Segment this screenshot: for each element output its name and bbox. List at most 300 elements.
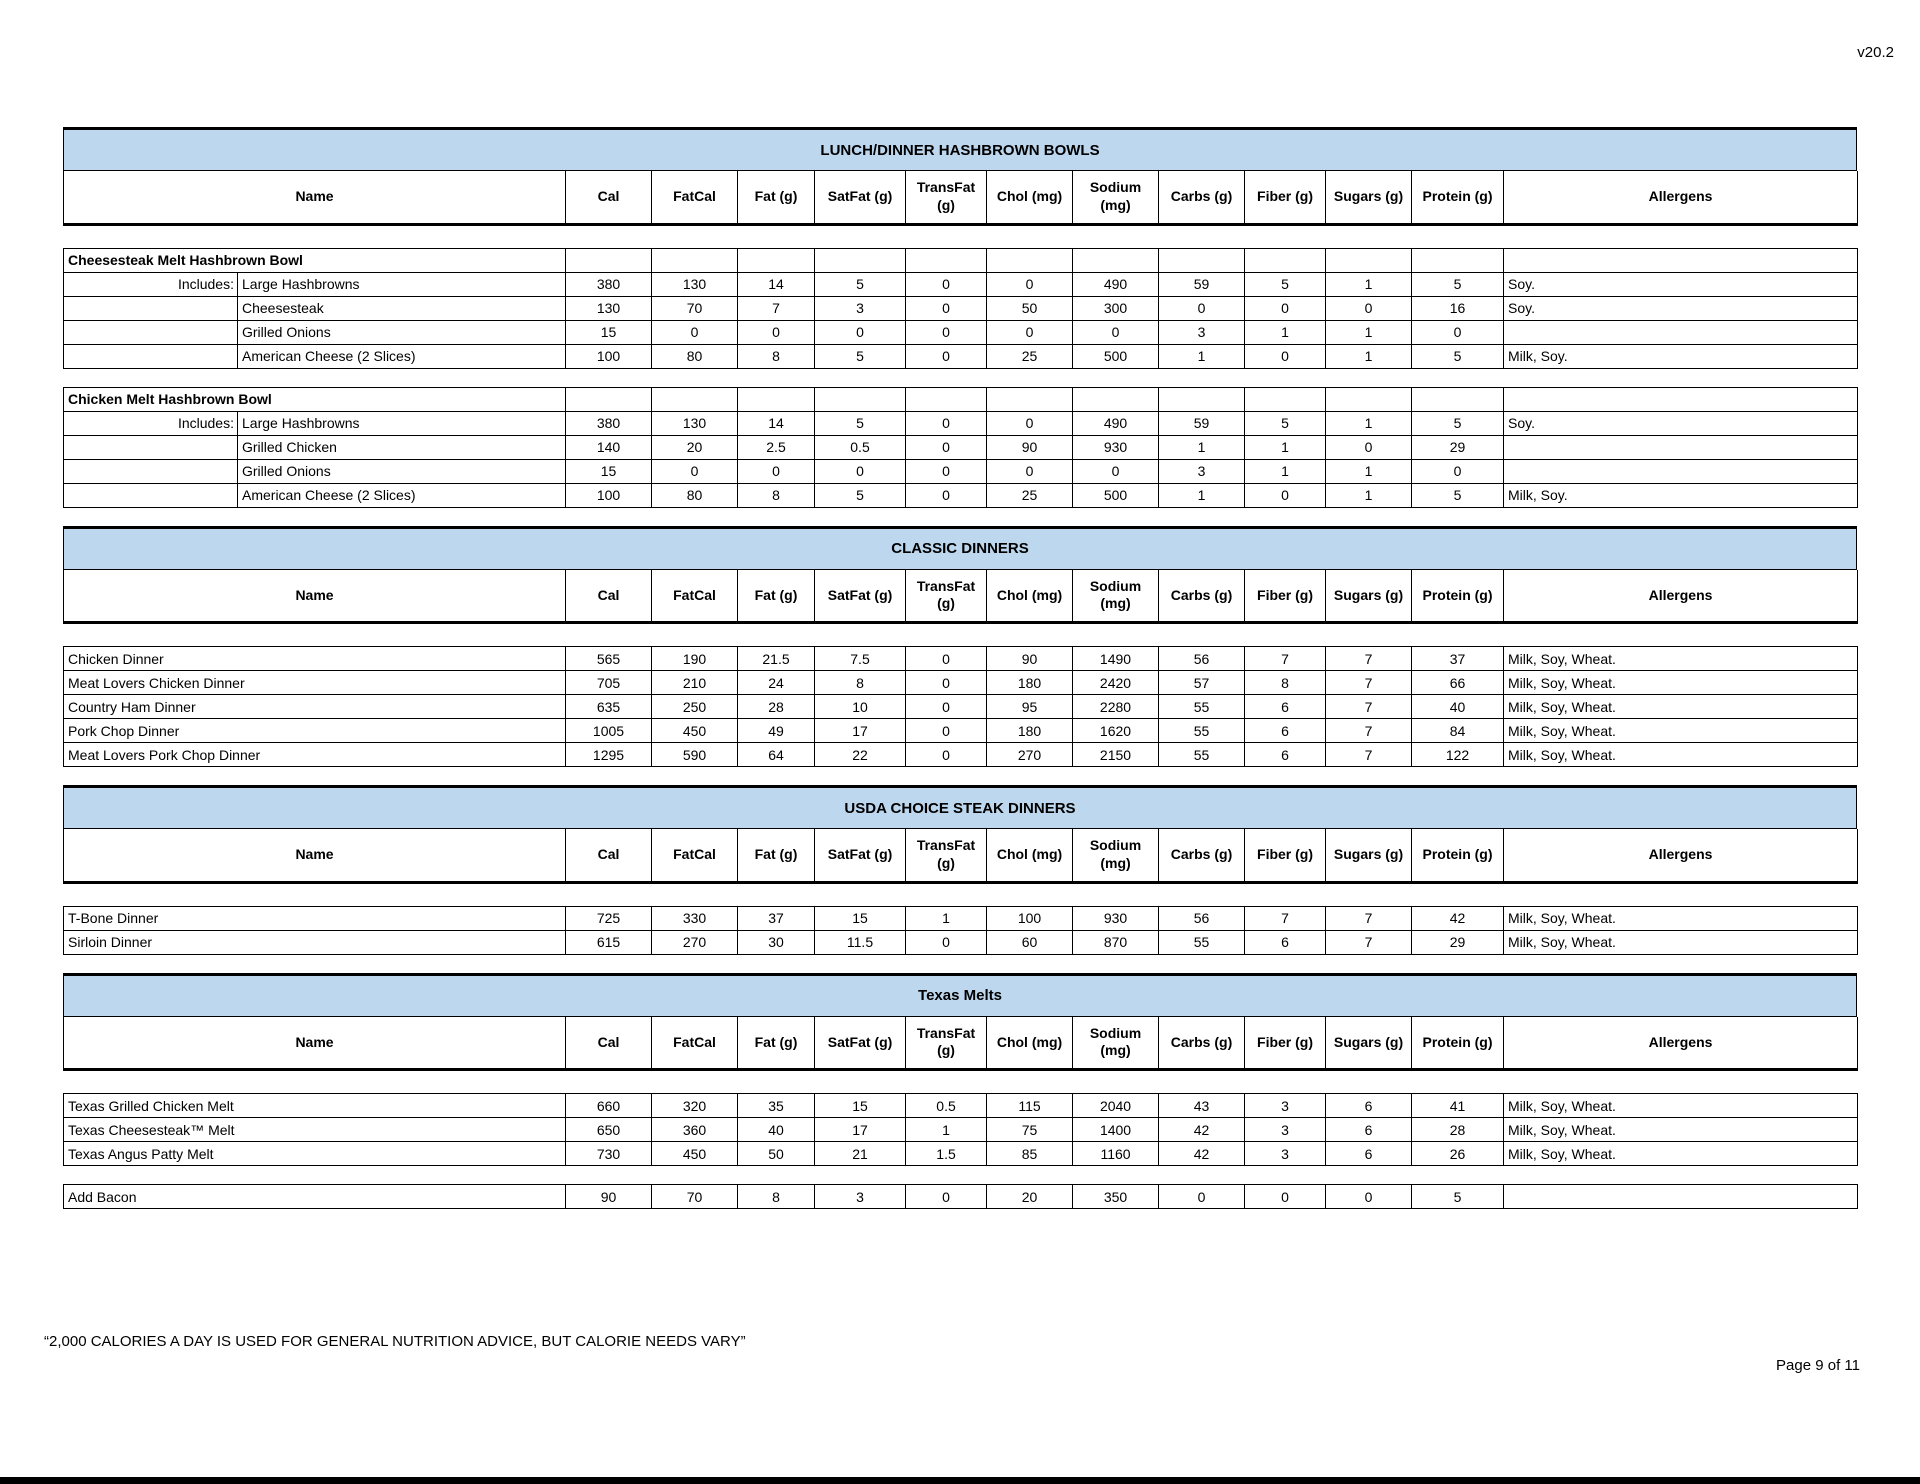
value-cell: 930 bbox=[1073, 435, 1159, 459]
value-cell: 42 bbox=[1159, 1142, 1245, 1166]
value-cell: 1160 bbox=[1073, 1142, 1159, 1166]
value-cell: 1 bbox=[1326, 483, 1412, 507]
value-cell: 41 bbox=[1412, 1094, 1504, 1118]
empty-cell bbox=[1412, 387, 1504, 411]
value-cell: 6 bbox=[1245, 719, 1326, 743]
table-row bbox=[64, 719, 1858, 743]
nutrition-data-table bbox=[63, 248, 1858, 369]
allergens-cell bbox=[1504, 1185, 1858, 1209]
value-cell: 59 bbox=[1159, 272, 1245, 296]
column-header: Fat (g) bbox=[738, 829, 815, 882]
value-cell: 70 bbox=[652, 1185, 738, 1209]
allergens-cell: Soy. bbox=[1504, 411, 1858, 435]
column-header: Sodium (mg) bbox=[1073, 171, 1159, 224]
allergens-cell: Milk, Soy, Wheat. bbox=[1504, 906, 1858, 930]
column-header: SatFat (g) bbox=[815, 570, 906, 623]
value-cell: 75 bbox=[987, 1118, 1073, 1142]
empty-cell bbox=[1326, 248, 1412, 272]
value-cell: 7 bbox=[1326, 906, 1412, 930]
column-header: Carbs (g) bbox=[1159, 1017, 1245, 1070]
empty-cell bbox=[738, 248, 815, 272]
value-cell: 21.5 bbox=[738, 647, 815, 671]
allergens-cell: Milk, Soy, Wheat. bbox=[1504, 671, 1858, 695]
value-cell: 49 bbox=[738, 719, 815, 743]
table-row bbox=[64, 1118, 1858, 1142]
empty-cell bbox=[1326, 387, 1412, 411]
empty-cell bbox=[1245, 387, 1326, 411]
value-cell: 210 bbox=[652, 671, 738, 695]
value-cell: 11.5 bbox=[815, 930, 906, 954]
value-cell: 0 bbox=[906, 483, 987, 507]
value-cell: 25 bbox=[987, 344, 1073, 368]
value-cell: 43 bbox=[1159, 1094, 1245, 1118]
item-name-cell: Texas Cheesesteak™ Melt bbox=[64, 1118, 566, 1142]
empty-cell bbox=[566, 387, 652, 411]
value-cell: 16 bbox=[1412, 296, 1504, 320]
value-cell: 380 bbox=[566, 272, 652, 296]
value-cell: 330 bbox=[652, 906, 738, 930]
value-cell: 100 bbox=[566, 483, 652, 507]
allergens-cell: Milk, Soy. bbox=[1504, 483, 1858, 507]
value-cell: 35 bbox=[738, 1094, 815, 1118]
column-header: TransFat (g) bbox=[906, 1017, 987, 1070]
value-cell: 8 bbox=[738, 344, 815, 368]
item-name-cell: Grilled Onions bbox=[238, 320, 566, 344]
value-cell: 1 bbox=[906, 906, 987, 930]
value-cell: 930 bbox=[1073, 906, 1159, 930]
item-name-cell: Chicken Dinner bbox=[64, 647, 566, 671]
value-cell: 0 bbox=[906, 695, 987, 719]
allergens-cell bbox=[1504, 435, 1858, 459]
column-header: Fat (g) bbox=[738, 1017, 815, 1070]
value-cell: 0 bbox=[652, 320, 738, 344]
value-cell: 8 bbox=[738, 1185, 815, 1209]
value-cell: 0 bbox=[906, 930, 987, 954]
column-header: Protein (g) bbox=[1412, 829, 1504, 882]
column-header-table bbox=[63, 829, 1858, 884]
value-cell: 1295 bbox=[566, 743, 652, 767]
column-header-row bbox=[64, 829, 1858, 882]
column-header-table bbox=[63, 1017, 1858, 1072]
allergens-cell: Milk, Soy, Wheat. bbox=[1504, 1118, 1858, 1142]
value-cell: 1 bbox=[1245, 459, 1326, 483]
value-cell: 1 bbox=[1159, 483, 1245, 507]
value-cell: 1 bbox=[1326, 344, 1412, 368]
value-cell: 0 bbox=[906, 411, 987, 435]
value-cell: 140 bbox=[566, 435, 652, 459]
value-cell: 7 bbox=[1326, 743, 1412, 767]
column-header: Chol (mg) bbox=[987, 829, 1073, 882]
value-cell: 90 bbox=[987, 435, 1073, 459]
value-cell: 80 bbox=[652, 483, 738, 507]
value-cell: 115 bbox=[987, 1094, 1073, 1118]
value-cell: 6 bbox=[1326, 1142, 1412, 1166]
value-cell: 0 bbox=[1326, 435, 1412, 459]
column-header: Carbs (g) bbox=[1159, 570, 1245, 623]
value-cell: 5 bbox=[815, 344, 906, 368]
group-header-row bbox=[64, 248, 1858, 272]
section-title-band bbox=[63, 785, 1857, 829]
value-cell: 0 bbox=[906, 719, 987, 743]
includes-label-cell bbox=[64, 344, 238, 368]
value-cell: 0 bbox=[1073, 320, 1159, 344]
allergens-cell bbox=[1504, 320, 1858, 344]
value-cell: 1 bbox=[1245, 320, 1326, 344]
value-cell: 28 bbox=[738, 695, 815, 719]
value-cell: 90 bbox=[566, 1185, 652, 1209]
value-cell: 5 bbox=[1245, 411, 1326, 435]
item-name-cell: Large Hashbrowns bbox=[238, 411, 566, 435]
empty-cell bbox=[815, 248, 906, 272]
value-cell: 3 bbox=[1245, 1142, 1326, 1166]
value-cell: 250 bbox=[652, 695, 738, 719]
value-cell: 3 bbox=[815, 1185, 906, 1209]
value-cell: 0 bbox=[906, 344, 987, 368]
column-header: Name bbox=[64, 1017, 566, 1070]
value-cell: 95 bbox=[987, 695, 1073, 719]
column-header: Fat (g) bbox=[738, 570, 815, 623]
allergens-cell: Milk, Soy. bbox=[1504, 344, 1858, 368]
column-header: Sugars (g) bbox=[1326, 1017, 1412, 1070]
version-label: v20.2 bbox=[1857, 44, 1894, 61]
value-cell: 40 bbox=[1412, 695, 1504, 719]
allergens-cell: Milk, Soy, Wheat. bbox=[1504, 647, 1858, 671]
nutrition-data-table bbox=[63, 646, 1858, 767]
value-cell: 1.5 bbox=[906, 1142, 987, 1166]
value-cell: 30 bbox=[738, 930, 815, 954]
column-header: Sodium (mg) bbox=[1073, 1017, 1159, 1070]
table-row bbox=[64, 1185, 1858, 1209]
empty-cell bbox=[987, 387, 1073, 411]
empty-cell bbox=[1504, 387, 1858, 411]
value-cell: 6 bbox=[1326, 1094, 1412, 1118]
includes-label-cell bbox=[64, 459, 238, 483]
value-cell: 635 bbox=[566, 695, 652, 719]
value-cell: 130 bbox=[566, 296, 652, 320]
includes-label-cell bbox=[64, 483, 238, 507]
value-cell: 10 bbox=[815, 695, 906, 719]
value-cell: 17 bbox=[815, 719, 906, 743]
value-cell: 2.5 bbox=[738, 435, 815, 459]
empty-cell bbox=[1412, 248, 1504, 272]
column-header: Chol (mg) bbox=[987, 171, 1073, 224]
nutrition-section bbox=[63, 973, 1857, 1210]
table-row bbox=[64, 695, 1858, 719]
value-cell: 3 bbox=[1159, 320, 1245, 344]
value-cell: 57 bbox=[1159, 671, 1245, 695]
page-bottom-edge bbox=[0, 1477, 1920, 1484]
value-cell: 0 bbox=[1412, 320, 1504, 344]
allergens-cell: Milk, Soy, Wheat. bbox=[1504, 695, 1858, 719]
empty-cell bbox=[1073, 248, 1159, 272]
allergens-cell: Soy. bbox=[1504, 272, 1858, 296]
allergens-cell: Milk, Soy, Wheat. bbox=[1504, 1142, 1858, 1166]
column-header-table bbox=[63, 570, 1858, 625]
value-cell: 650 bbox=[566, 1118, 652, 1142]
section-title-band bbox=[63, 973, 1857, 1017]
value-cell: 1 bbox=[1159, 435, 1245, 459]
item-name-cell: Texas Grilled Chicken Melt bbox=[64, 1094, 566, 1118]
value-cell: 615 bbox=[566, 930, 652, 954]
value-cell: 0 bbox=[815, 320, 906, 344]
nutrition-data-table bbox=[63, 1184, 1858, 1209]
value-cell: 56 bbox=[1159, 906, 1245, 930]
value-cell: 2280 bbox=[1073, 695, 1159, 719]
value-cell: 55 bbox=[1159, 743, 1245, 767]
value-cell: 24 bbox=[738, 671, 815, 695]
includes-label-cell: Includes: bbox=[64, 411, 238, 435]
value-cell: 1620 bbox=[1073, 719, 1159, 743]
nutrition-section bbox=[63, 526, 1857, 768]
column-header: Carbs (g) bbox=[1159, 171, 1245, 224]
value-cell: 0 bbox=[906, 743, 987, 767]
nutrition-data-table bbox=[63, 387, 1858, 508]
value-cell: 6 bbox=[1245, 930, 1326, 954]
value-cell: 0 bbox=[906, 435, 987, 459]
column-header: Fiber (g) bbox=[1245, 1017, 1326, 1070]
value-cell: 60 bbox=[987, 930, 1073, 954]
allergens-cell: Milk, Soy, Wheat. bbox=[1504, 719, 1858, 743]
value-cell: 1 bbox=[906, 1118, 987, 1142]
column-header: Cal bbox=[566, 171, 652, 224]
value-cell: 15 bbox=[566, 320, 652, 344]
item-name-cell: Meat Lovers Chicken Dinner bbox=[64, 671, 566, 695]
value-cell: 500 bbox=[1073, 483, 1159, 507]
value-cell: 130 bbox=[652, 272, 738, 296]
allergens-cell: Milk, Soy, Wheat. bbox=[1504, 930, 1858, 954]
value-cell: 6 bbox=[1245, 743, 1326, 767]
column-header: FatCal bbox=[652, 171, 738, 224]
value-cell: 20 bbox=[652, 435, 738, 459]
value-cell: 7 bbox=[1326, 695, 1412, 719]
value-cell: 0 bbox=[906, 272, 987, 296]
item-name-cell: Grilled Chicken bbox=[238, 435, 566, 459]
value-cell: 3 bbox=[1245, 1094, 1326, 1118]
column-header: Name bbox=[64, 570, 566, 623]
value-cell: 0 bbox=[1159, 296, 1245, 320]
value-cell: 1 bbox=[1159, 344, 1245, 368]
value-cell: 1 bbox=[1326, 411, 1412, 435]
column-header-row bbox=[64, 1017, 1858, 1070]
value-cell: 565 bbox=[566, 647, 652, 671]
section-title-band bbox=[63, 127, 1857, 171]
table-row bbox=[64, 344, 1858, 368]
value-cell: 1 bbox=[1326, 272, 1412, 296]
table-row bbox=[64, 411, 1858, 435]
value-cell: 29 bbox=[1412, 930, 1504, 954]
value-cell: 7 bbox=[1326, 671, 1412, 695]
value-cell: 270 bbox=[987, 743, 1073, 767]
column-header: Allergens bbox=[1504, 829, 1858, 882]
value-cell: 42 bbox=[1159, 1118, 1245, 1142]
value-cell: 26 bbox=[1412, 1142, 1504, 1166]
column-header: TransFat (g) bbox=[906, 829, 987, 882]
column-header: Allergens bbox=[1504, 1017, 1858, 1070]
column-header: Sugars (g) bbox=[1326, 171, 1412, 224]
value-cell: 21 bbox=[815, 1142, 906, 1166]
value-cell: 725 bbox=[566, 906, 652, 930]
value-cell: 660 bbox=[566, 1094, 652, 1118]
item-name-cell: Pork Chop Dinner bbox=[64, 719, 566, 743]
value-cell: 6 bbox=[1326, 1118, 1412, 1142]
empty-cell bbox=[1245, 248, 1326, 272]
value-cell: 1400 bbox=[1073, 1118, 1159, 1142]
empty-cell bbox=[1073, 387, 1159, 411]
value-cell: 59 bbox=[1159, 411, 1245, 435]
nutrition-section bbox=[63, 785, 1857, 955]
value-cell: 0 bbox=[1326, 1185, 1412, 1209]
column-header: TransFat (g) bbox=[906, 171, 987, 224]
value-cell: 450 bbox=[652, 1142, 738, 1166]
value-cell: 56 bbox=[1159, 647, 1245, 671]
table-row bbox=[64, 906, 1858, 930]
value-cell: 15 bbox=[815, 1094, 906, 1118]
column-header: TransFat (g) bbox=[906, 570, 987, 623]
column-header: SatFat (g) bbox=[815, 1017, 906, 1070]
section-title: CLASSIC DINNERS bbox=[891, 540, 1029, 557]
value-cell: 5 bbox=[815, 483, 906, 507]
value-cell: 50 bbox=[987, 296, 1073, 320]
value-cell: 500 bbox=[1073, 344, 1159, 368]
value-cell: 14 bbox=[738, 411, 815, 435]
value-cell: 190 bbox=[652, 647, 738, 671]
column-header: Sodium (mg) bbox=[1073, 829, 1159, 882]
column-header: Fiber (g) bbox=[1245, 171, 1326, 224]
value-cell: 7 bbox=[1326, 647, 1412, 671]
table-row bbox=[64, 483, 1858, 507]
column-header: SatFat (g) bbox=[815, 829, 906, 882]
column-header: FatCal bbox=[652, 570, 738, 623]
value-cell: 0 bbox=[1245, 483, 1326, 507]
empty-cell bbox=[1159, 387, 1245, 411]
value-cell: 100 bbox=[987, 906, 1073, 930]
column-header: Name bbox=[64, 829, 566, 882]
value-cell: 66 bbox=[1412, 671, 1504, 695]
includes-label-cell bbox=[64, 320, 238, 344]
value-cell: 0 bbox=[906, 296, 987, 320]
value-cell: 42 bbox=[1412, 906, 1504, 930]
value-cell: 300 bbox=[1073, 296, 1159, 320]
value-cell: 0 bbox=[906, 1185, 987, 1209]
value-cell: 0 bbox=[987, 411, 1073, 435]
value-cell: 0 bbox=[1326, 296, 1412, 320]
value-cell: 22 bbox=[815, 743, 906, 767]
value-cell: 28 bbox=[1412, 1118, 1504, 1142]
empty-cell bbox=[906, 248, 987, 272]
column-header: Carbs (g) bbox=[1159, 829, 1245, 882]
item-name-cell: Texas Angus Patty Melt bbox=[64, 1142, 566, 1166]
empty-cell bbox=[652, 387, 738, 411]
value-cell: 1490 bbox=[1073, 647, 1159, 671]
value-cell: 90 bbox=[987, 647, 1073, 671]
column-header: Cal bbox=[566, 1017, 652, 1070]
table-row bbox=[64, 743, 1858, 767]
value-cell: 705 bbox=[566, 671, 652, 695]
value-cell: 0 bbox=[1159, 1185, 1245, 1209]
value-cell: 380 bbox=[566, 411, 652, 435]
value-cell: 130 bbox=[652, 411, 738, 435]
value-cell: 7 bbox=[1245, 906, 1326, 930]
item-name-cell: Grilled Onions bbox=[238, 459, 566, 483]
value-cell: 64 bbox=[738, 743, 815, 767]
column-header: Cal bbox=[566, 829, 652, 882]
value-cell: 8 bbox=[815, 671, 906, 695]
value-cell: 7 bbox=[1326, 930, 1412, 954]
allergens-cell bbox=[1504, 459, 1858, 483]
value-cell: 0 bbox=[987, 320, 1073, 344]
value-cell: 270 bbox=[652, 930, 738, 954]
value-cell: 7 bbox=[738, 296, 815, 320]
value-cell: 85 bbox=[987, 1142, 1073, 1166]
nutrition-data-table bbox=[63, 906, 1858, 955]
value-cell: 0 bbox=[987, 272, 1073, 296]
empty-cell bbox=[566, 248, 652, 272]
value-cell: 360 bbox=[652, 1118, 738, 1142]
empty-cell bbox=[652, 248, 738, 272]
value-cell: 55 bbox=[1159, 719, 1245, 743]
column-header: FatCal bbox=[652, 829, 738, 882]
item-name-cell: American Cheese (2 Slices) bbox=[238, 483, 566, 507]
value-cell: 5 bbox=[1412, 1185, 1504, 1209]
value-cell: 2040 bbox=[1073, 1094, 1159, 1118]
value-cell: 37 bbox=[738, 906, 815, 930]
value-cell: 0 bbox=[738, 320, 815, 344]
value-cell: 55 bbox=[1159, 695, 1245, 719]
value-cell: 17 bbox=[815, 1118, 906, 1142]
value-cell: 0.5 bbox=[815, 435, 906, 459]
value-cell: 0 bbox=[1412, 459, 1504, 483]
item-name-cell: Country Ham Dinner bbox=[64, 695, 566, 719]
value-cell: 490 bbox=[1073, 272, 1159, 296]
value-cell: 15 bbox=[815, 906, 906, 930]
calorie-disclaimer: “2,000 CALORIES A DAY IS USED FOR GENERAL NUTRITION ADVICE, BUT CALORIE NEEDS VARY” bbox=[44, 1333, 746, 1350]
value-cell: 2150 bbox=[1073, 743, 1159, 767]
value-cell: 8 bbox=[1245, 671, 1326, 695]
section-title: USDA CHOICE STEAK DINNERS bbox=[844, 799, 1076, 817]
value-cell: 7 bbox=[1245, 647, 1326, 671]
page-number: Page 9 of 11 bbox=[1776, 1357, 1860, 1374]
value-cell: 450 bbox=[652, 719, 738, 743]
column-header: Chol (mg) bbox=[987, 570, 1073, 623]
value-cell: 0 bbox=[906, 459, 987, 483]
allergens-cell: Soy. bbox=[1504, 296, 1858, 320]
value-cell: 20 bbox=[987, 1185, 1073, 1209]
nutrition-section bbox=[63, 127, 1857, 508]
value-cell: 5 bbox=[815, 411, 906, 435]
table-row bbox=[64, 459, 1858, 483]
value-cell: 5 bbox=[1245, 272, 1326, 296]
value-cell: 0 bbox=[987, 459, 1073, 483]
column-header: Sodium (mg) bbox=[1073, 570, 1159, 623]
column-header: Protein (g) bbox=[1412, 570, 1504, 623]
column-header: Protein (g) bbox=[1412, 171, 1504, 224]
value-cell: 350 bbox=[1073, 1185, 1159, 1209]
item-name-cell: Meat Lovers Pork Chop Dinner bbox=[64, 743, 566, 767]
value-cell: 3 bbox=[1245, 1118, 1326, 1142]
value-cell: 1 bbox=[1326, 320, 1412, 344]
value-cell: 29 bbox=[1412, 435, 1504, 459]
nutrition-data-table bbox=[63, 1093, 1858, 1166]
value-cell: 0 bbox=[906, 320, 987, 344]
column-header: Chol (mg) bbox=[987, 1017, 1073, 1070]
table-row bbox=[64, 1094, 1858, 1118]
value-cell: 40 bbox=[738, 1118, 815, 1142]
value-cell: 37 bbox=[1412, 647, 1504, 671]
allergens-cell: Milk, Soy, Wheat. bbox=[1504, 1094, 1858, 1118]
value-cell: 1005 bbox=[566, 719, 652, 743]
value-cell: 6 bbox=[1245, 695, 1326, 719]
empty-cell bbox=[815, 387, 906, 411]
